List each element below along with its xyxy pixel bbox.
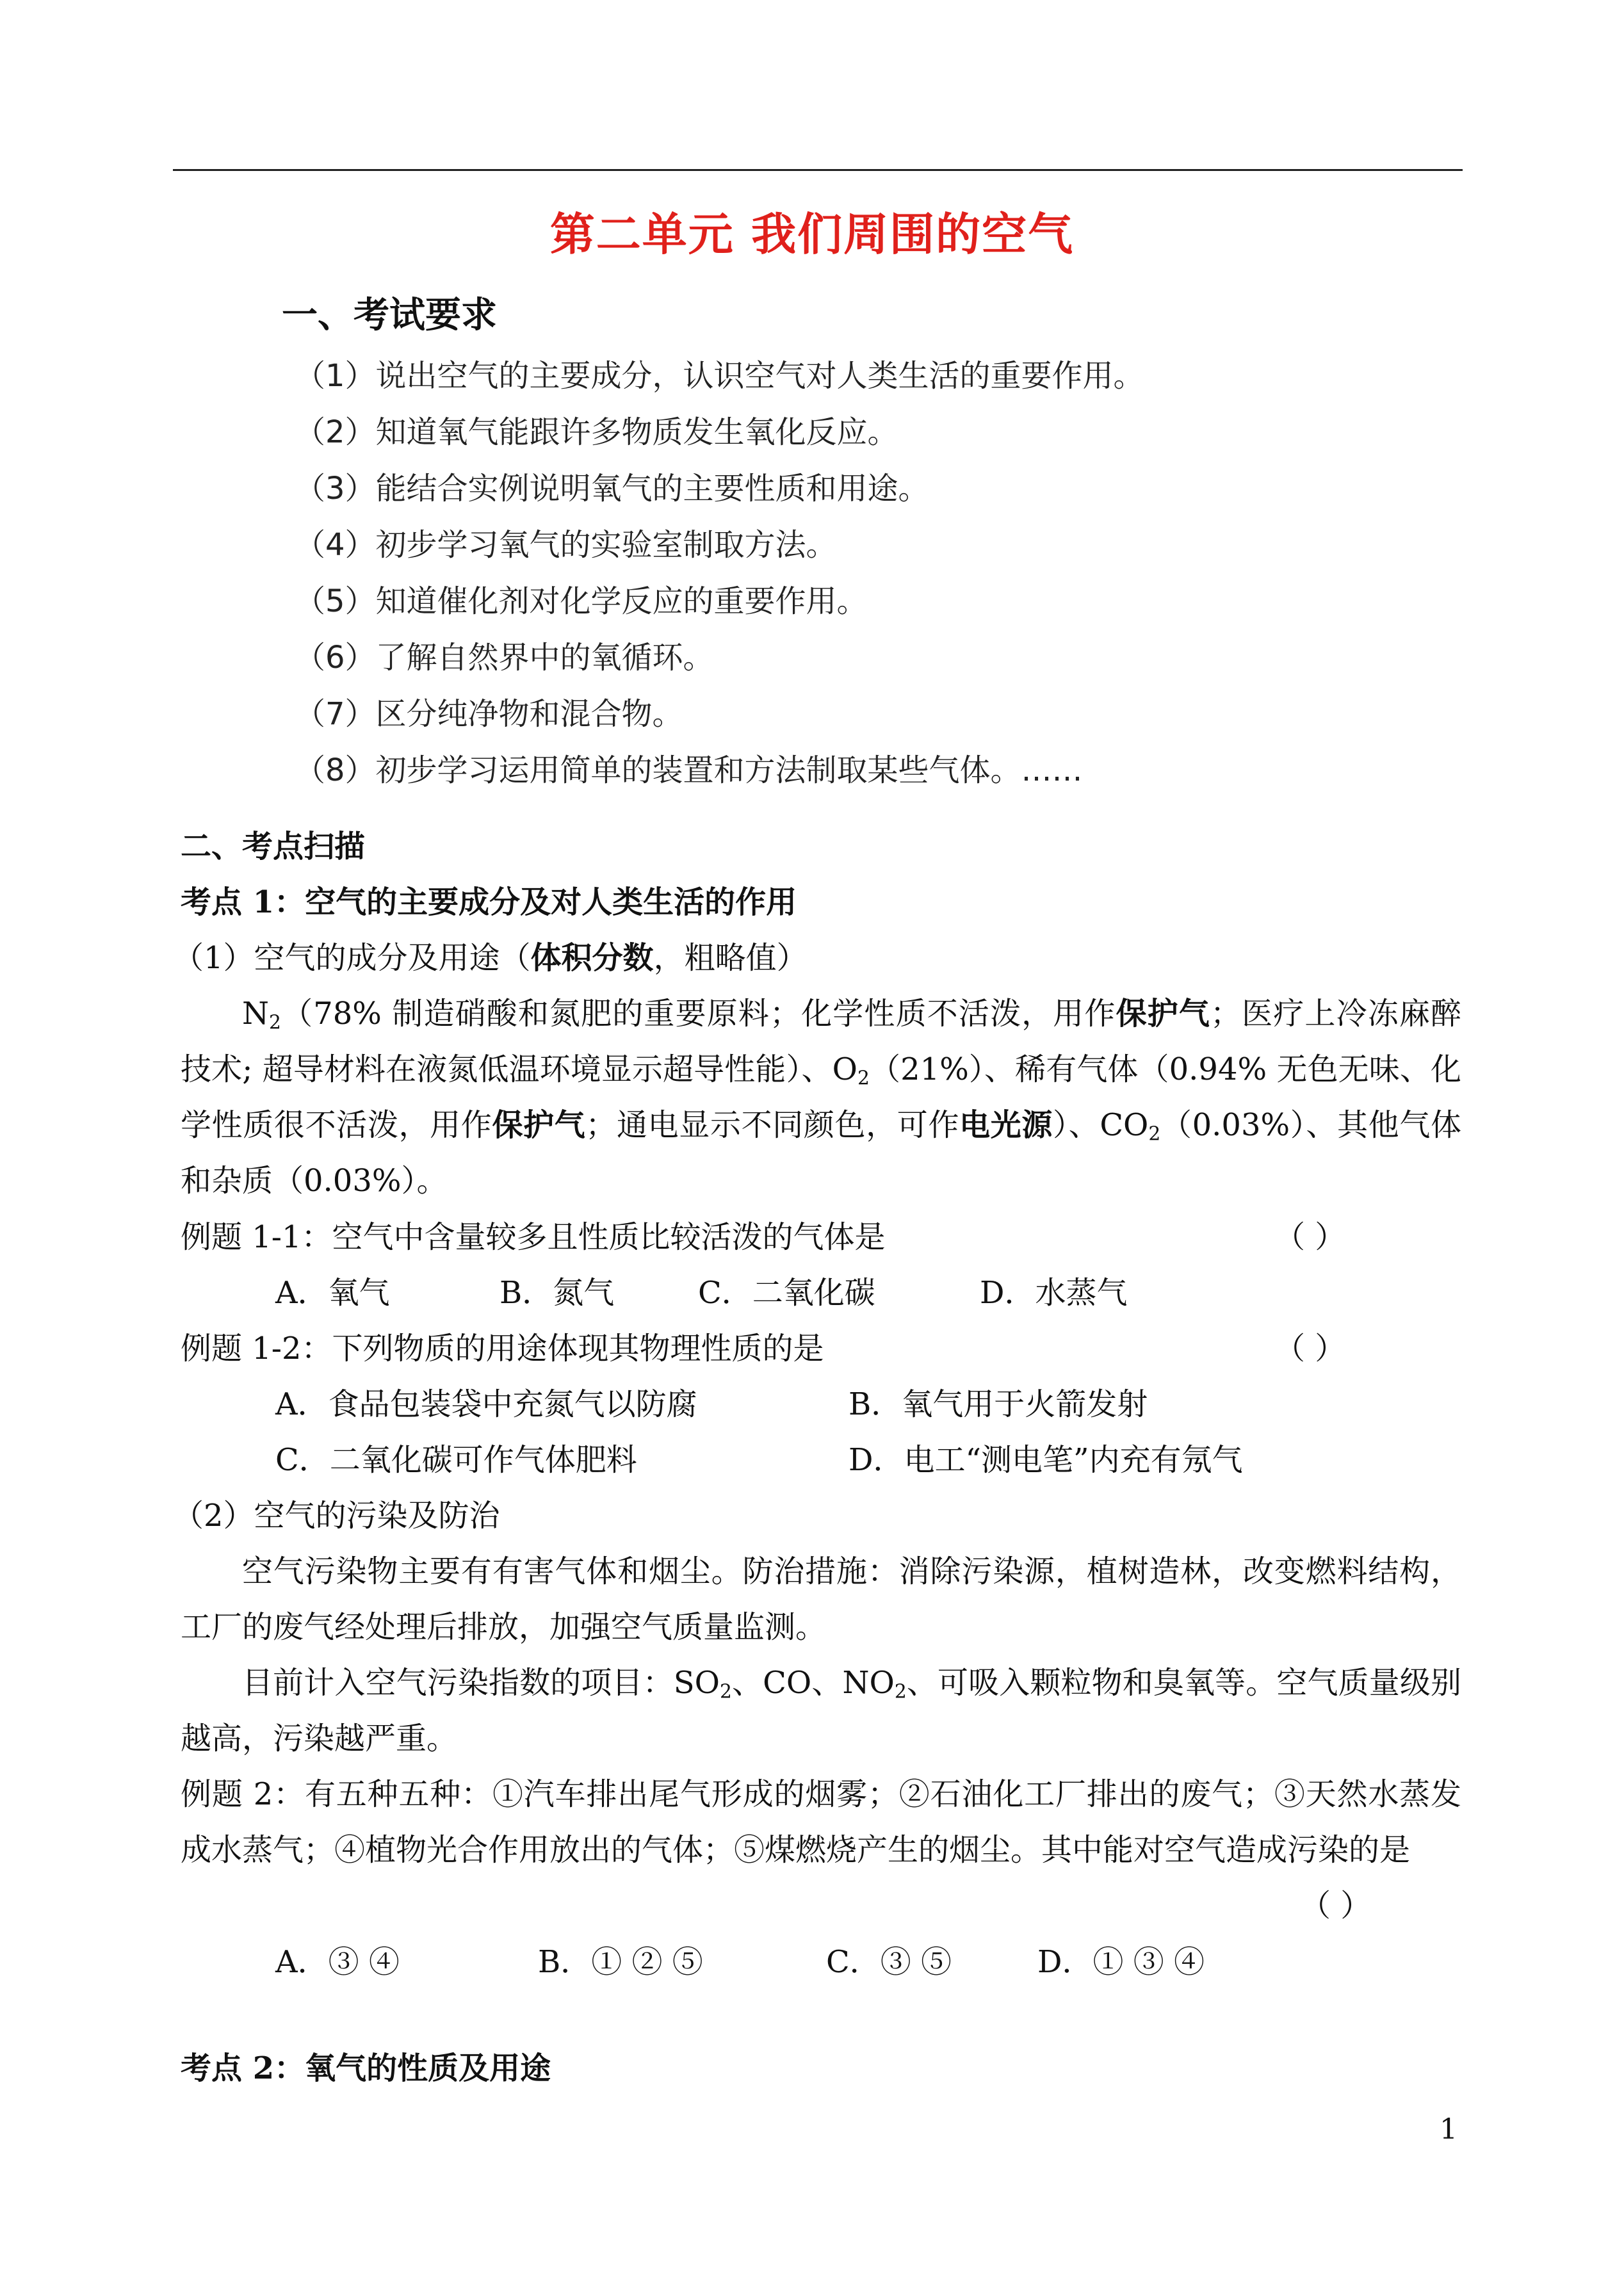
point2-heading: 考点 2：氧气的性质及用途 [181,2050,551,2086]
answer-blank: （ ） [1274,1219,1346,1255]
option-c: C．二氧化碳 [698,1275,875,1311]
example-1-2-question: 例题 1-2：下列物质的用途体现其物理性质的是 [181,1331,824,1366]
pollution-subheading: （2）空气的污染及防治 [173,1498,500,1534]
composition-subheading: （1）空气的成分及用途（体积分数，粗略值） [173,940,808,976]
page-title: 第二单元 我们周围的空气 [549,208,1075,261]
pollution-index-paragraph: 目前计入空气污染指数的项目：$SO_2$、CO、$NO_2$、可吸入颗粒物和臭氧等。空气质量级别越高，污染越严重。 [181,1665,1461,1756]
requirement-item: （8）初步学习运用简单的装置和方法制取某些气体。…… [295,752,1083,788]
page-number: 1 [1440,2113,1458,2146]
option-c: C．③ ⑤ [826,1944,952,1980]
option-a: A．氧气 [275,1275,390,1311]
example-2-question: 例题 2：有五种五种：①汽车排出尾气形成的烟雾；②石油化工厂排出的废气；③天然水蒸发成水蒸气；④植物光合作用放出的气体；⑤煤燃烧产生的烟尘。其中能对空气造成污染的是 [181,1776,1461,1868]
point1-heading: 考点 1：空气的主要成分及对人类生活的作用 [181,884,797,920]
requirement-item: （6）了解自然界中的氧循环。 [295,640,714,676]
requirement-item: （4）初步学习氧气的实验室制取方法。 [295,527,837,563]
answer-blank: （ ） [1300,1888,1372,1924]
requirement-item: （1）说出空气的主要成分，认识空气对人类生活的重要作用。 [295,358,1144,394]
option-a: A．③ ④ [275,1944,400,1980]
header-rule [173,169,1463,171]
requirement-item: （5）知道催化剂对化学反应的重要作用。 [295,583,868,619]
section-heading: 二、考点扫描 [181,829,366,864]
requirement-item: （2）知道氧气能跟许多物质发生氧化反应。 [295,414,898,450]
pollution-paragraph: 空气污染物主要有有害气体和烟尘。防治措施：消除污染源，植树造林，改变燃料结构，工厂的废气经处理后排放，加强空气质量监测。 [181,1553,1461,1645]
option-d: D．水蒸气 [980,1275,1128,1311]
example-1-1-question: 例题 1-1：空气中含量较多且性质比较活泼的气体是 [181,1219,886,1255]
requirement-item: （7）区分纯净物和混合物。 [295,696,683,732]
option-c: C．二氧化碳可作气体肥料 [275,1442,637,1478]
option-b: B．氮气 [499,1275,615,1311]
option-d: D．① ③ ④ [1037,1944,1205,1980]
requirement-item: （3）能结合实例说明氧气的主要性质和用途。 [295,471,929,507]
answer-blank: （ ） [1274,1331,1346,1366]
option-a: A．食品包装袋中充氮气以防腐 [275,1386,697,1422]
option-b: B．① ② ⑤ [538,1944,703,1980]
option-b: B．氧气用于火箭发射 [849,1386,1148,1422]
option-d: D．电工“测电笔”内充有氖气 [849,1442,1243,1478]
composition-paragraph: $N_2(78\%$ 制造硝酸和氮肥的重要原料；化学性质不活泼，用作保护气；医疗上冷冻麻醉技术; 超导材料在液氮低温环境显示超导性能）、$O_2(21\%)$、稀有气体（0.94% 无色无味、化学性质很不活泼，用作保护气；通电显示不同颜色，可作电光源）、$CO_2(0.03\%)$、其他气体和杂质（0.03%）。 [181,996,1461,1199]
exam-requirements-heading: 一、考试要求 [282,295,497,336]
